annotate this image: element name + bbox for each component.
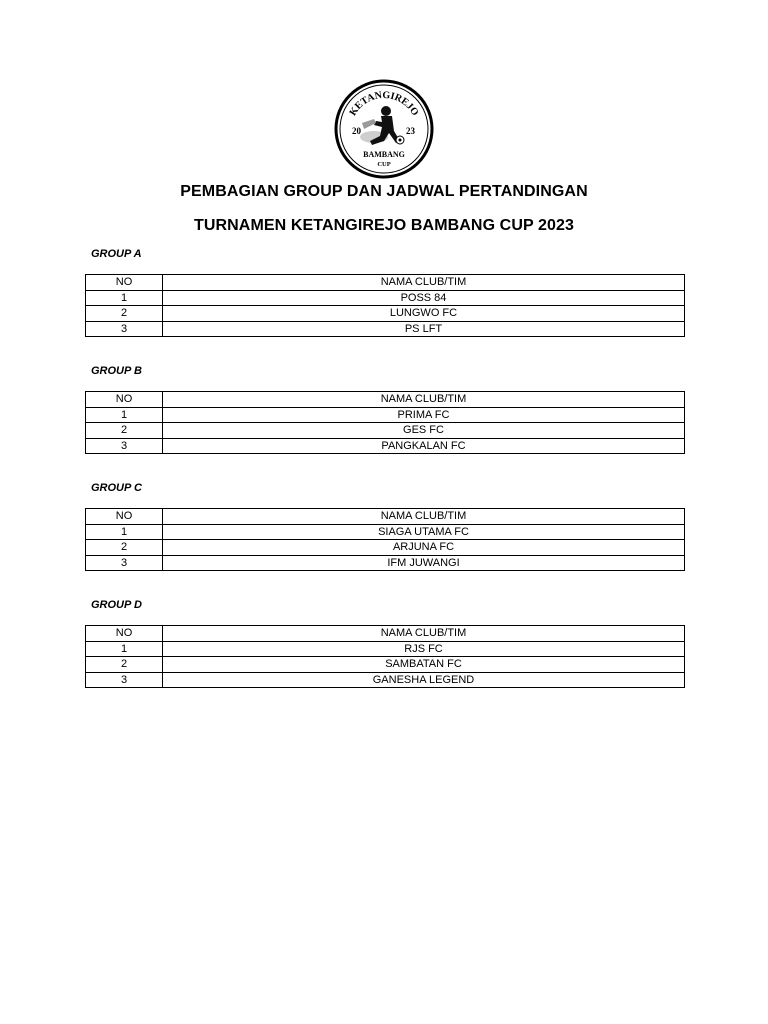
- header-no: NO: [86, 509, 163, 525]
- logo-arc-text: KETANGIREJO: [347, 89, 421, 118]
- group-d-table: [85, 625, 685, 688]
- team-no: 2: [86, 657, 163, 673]
- table-header-row: [86, 509, 685, 525]
- page-title: PEMBAGIAN GROUP DAN JADWAL PERTANDINGAN: [180, 183, 588, 200]
- team-no: 1: [86, 524, 163, 540]
- table-row: [86, 672, 685, 688]
- table-row: [86, 321, 685, 337]
- table-header-row: [86, 392, 685, 408]
- table-row: [86, 641, 685, 657]
- group-c-label: GROUP C: [91, 482, 142, 494]
- team-name: ARJUNA FC: [163, 540, 685, 556]
- group-a-table: [85, 274, 685, 337]
- table-header-row: [86, 275, 685, 291]
- team-no: 2: [86, 540, 163, 556]
- logo-bottom-text-2: CUP: [377, 161, 391, 168]
- table-header-row: [86, 626, 685, 642]
- team-no: 2: [86, 306, 163, 322]
- table-row: [86, 407, 685, 423]
- table-row: [86, 306, 685, 322]
- team-name: PS LFT: [163, 321, 685, 337]
- header-no: NO: [86, 275, 163, 291]
- table-row: [86, 290, 685, 306]
- team-name: IFM JUWANGI: [163, 555, 685, 571]
- header-no: NO: [86, 392, 163, 408]
- team-no: 3: [86, 555, 163, 571]
- team-no: 1: [86, 407, 163, 423]
- group-b-label: GROUP B: [91, 365, 142, 377]
- table-row: [86, 540, 685, 556]
- table-row: [86, 555, 685, 571]
- header-name: NAMA CLUB/TIM: [163, 626, 685, 642]
- header-name: NAMA CLUB/TIM: [163, 392, 685, 408]
- logo-year-left: 20: [352, 126, 361, 136]
- header-name: NAMA CLUB/TIM: [163, 509, 685, 525]
- team-name: POSS 84: [163, 290, 685, 306]
- group-d-label: GROUP D: [91, 599, 142, 611]
- table-row: [86, 657, 685, 673]
- group-c-table: [85, 508, 685, 571]
- header-name: NAMA CLUB/TIM: [163, 275, 685, 291]
- group-a-label: GROUP A: [91, 248, 142, 260]
- team-name: SIAGA UTAMA FC: [163, 524, 685, 540]
- team-no: 2: [86, 423, 163, 439]
- team-no: 1: [86, 641, 163, 657]
- team-name: PANGKALAN FC: [163, 438, 685, 454]
- page-subtitle: TURNAMEN KETANGIREJO BAMBANG CUP 2023: [193, 217, 575, 234]
- ball-icon: [396, 136, 404, 144]
- table-row: [86, 524, 685, 540]
- logo-year-right: 23: [406, 126, 415, 136]
- team-name: PRIMA FC: [163, 407, 685, 423]
- team-no: 3: [86, 438, 163, 454]
- team-no: 3: [86, 321, 163, 337]
- team-name: RJS FC: [163, 641, 685, 657]
- team-name: GES FC: [163, 423, 685, 439]
- group-b-table: [85, 391, 685, 454]
- team-no: 1: [86, 290, 163, 306]
- table-row: [86, 438, 685, 454]
- team-name: SAMBATAN FC: [163, 657, 685, 673]
- team-name: LUNGWO FC: [163, 306, 685, 322]
- logo-bottom-text-1: BAMBANG: [363, 150, 405, 159]
- table-row: [86, 423, 685, 439]
- team-no: 3: [86, 672, 163, 688]
- header-no: NO: [86, 626, 163, 642]
- tournament-logo: [334, 79, 434, 179]
- team-name: GANESHA LEGEND: [163, 672, 685, 688]
